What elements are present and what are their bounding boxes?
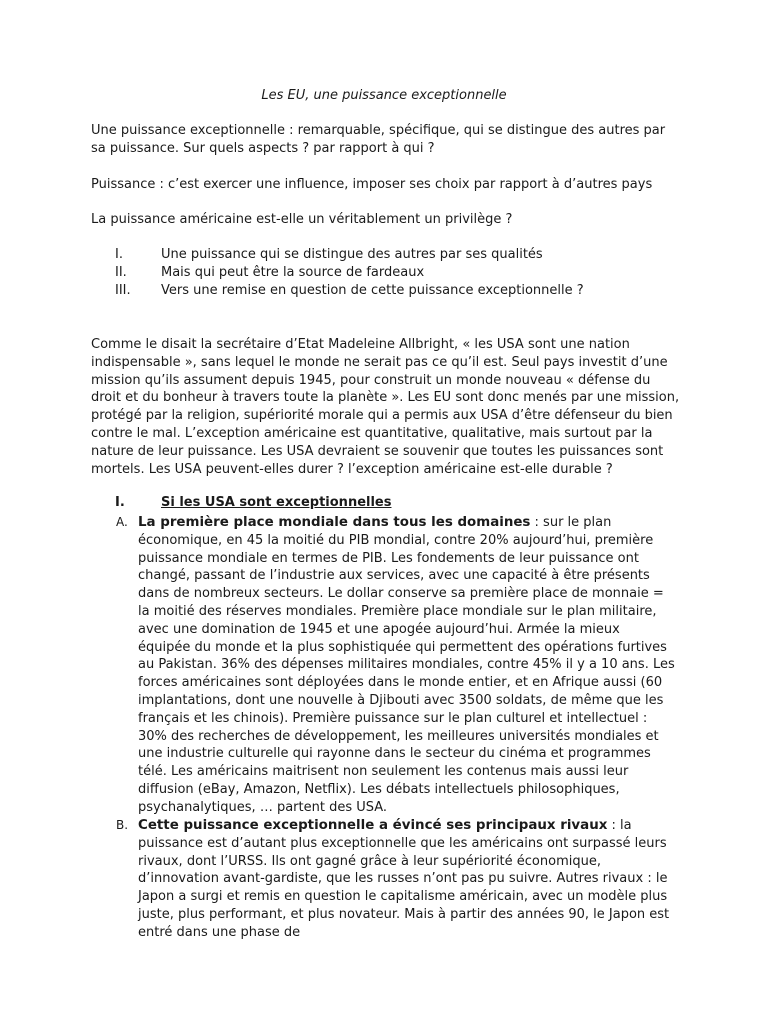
introduction-paragraph: Comme le disait la secrétaire d’Etat Madeleine Allbright, « les USA sont une nation indispensable », sans lequel le monde ne serait pas ce qu’il est. Seul pays investit d’une mission qu’ils assument depuis 1945, pour construit un monde nouveau « défense du droit et du bonheur à travers toute la planète ». Les EU sont donc menés par une mission, protégé par la religion, supériorité morale qui a permis aux USA d’être défenseur du bien contre le mal. L’exception américaine est quantitative, qualitative, mais surtout par la nature de leur puissance. Les USA devraient se souvenir que toutes les puissances sont mortels. Les USA peuvent-elles durer ? l’exception américaine est-elle durable ? xyxy=(91,337,680,477)
plan-list xyxy=(115,246,584,300)
plan-item-text: Vers une remise en question de cette puissance exceptionnelle ? xyxy=(161,283,584,298)
subsection-heading: La première place mondiale dans tous les domaines xyxy=(138,515,531,530)
subsection-heading: Cette puissance exceptionnelle a évincé ses principaux rivaux xyxy=(138,818,608,833)
plan-item-number: III. xyxy=(115,283,131,298)
subsection-body xyxy=(138,514,676,817)
section-title: Si les USA sont exceptionnelles xyxy=(161,495,392,510)
subsection-body xyxy=(138,817,676,942)
plan-item xyxy=(115,264,584,282)
intro-paragraph-1: Une puissance exceptionnelle : remarquable, spécifique, qui se distingue des autres par sa puissance. Sur quels aspects ? par rapport à qui ? xyxy=(91,123,666,156)
subsection-letter: A. xyxy=(116,515,128,529)
subsection-letter: B. xyxy=(116,818,129,832)
plan-item xyxy=(115,282,584,300)
plan-item-number: II. xyxy=(115,265,127,280)
plan-item-number: I. xyxy=(115,247,123,262)
problem-question: La puissance américaine est-elle un véritablement un privilège ? xyxy=(91,212,513,227)
intro-paragraph-2: Puissance : c’est exercer une influence, imposer ses choix par rapport à d’autres pays xyxy=(91,177,653,192)
section-heading xyxy=(115,494,391,512)
plan-item-text: Mais qui peut être la source de fardeaux xyxy=(161,265,425,280)
plan-item-text: Une puissance qui se distingue des autres par ses qualités xyxy=(161,247,543,262)
subsection-text: : la puissance est d’autant plus exceptionnelle que les américains ont surpassé leurs rivaux, dont l’URSS. Ils ont gagné grâce à leur supériorité économique, d’innovation avant-gardiste, que les russes n’ont pas pu suivre. Autres rivaux : le Japon a surgi et remis en question le capitalisme américain, avec un modèle plus juste, plus performant, et plus novateur. Mais à partir des années 90, le Japon est entré dans une phase de xyxy=(138,818,670,940)
document-title: Les EU, une puissance exceptionnelle xyxy=(261,88,507,103)
plan-item xyxy=(115,246,584,264)
section-number: I. xyxy=(115,495,125,510)
subsection-b xyxy=(116,817,676,942)
subsection-a xyxy=(116,514,676,817)
subsection-text: : sur le plan économique, en 45 la moitié du PIB mondial, contre 20% aujourd’hui, première puissance mondiale en termes de PIB. Les fondements de leur puissance ont changé, passant de l’industrie aux services, avec une capacité à être présents dans de nombreux secteurs. Le dollar conserve sa première place de monnaie = la moitié des réserves mondiales. Première place mondiale sur le plan militaire, avec une domination de 1945 et une apogée aujourd’hui. Armée la mieux équipée du monde et la plus sophistiquée qui permettent des opérations furtives au Pakistan. 36% des dépenses militaires mondiales, contre 45% il y a 10 ans. Les forces américaines sont déployées dans le monde entier, et en Afrique aussi (60 implantations, dont une nouvelle à Djibouti avec 3500 soldats, de même que les français et les chinois). Première puissance sur le plan culturel et intellectuel : 30% des recherches de développement, les meilleures universités mondiales et une industrie culturelle qui rayonne dans le secteur du cinéma et programmes télé. Les américains maitrisent non seulement les contenus mais aussi leur diffusion (eBay, Amazon, Netflix). Les débats intellectuels philosophiques, psychanalytiques, … partent des USA. xyxy=(138,515,675,815)
